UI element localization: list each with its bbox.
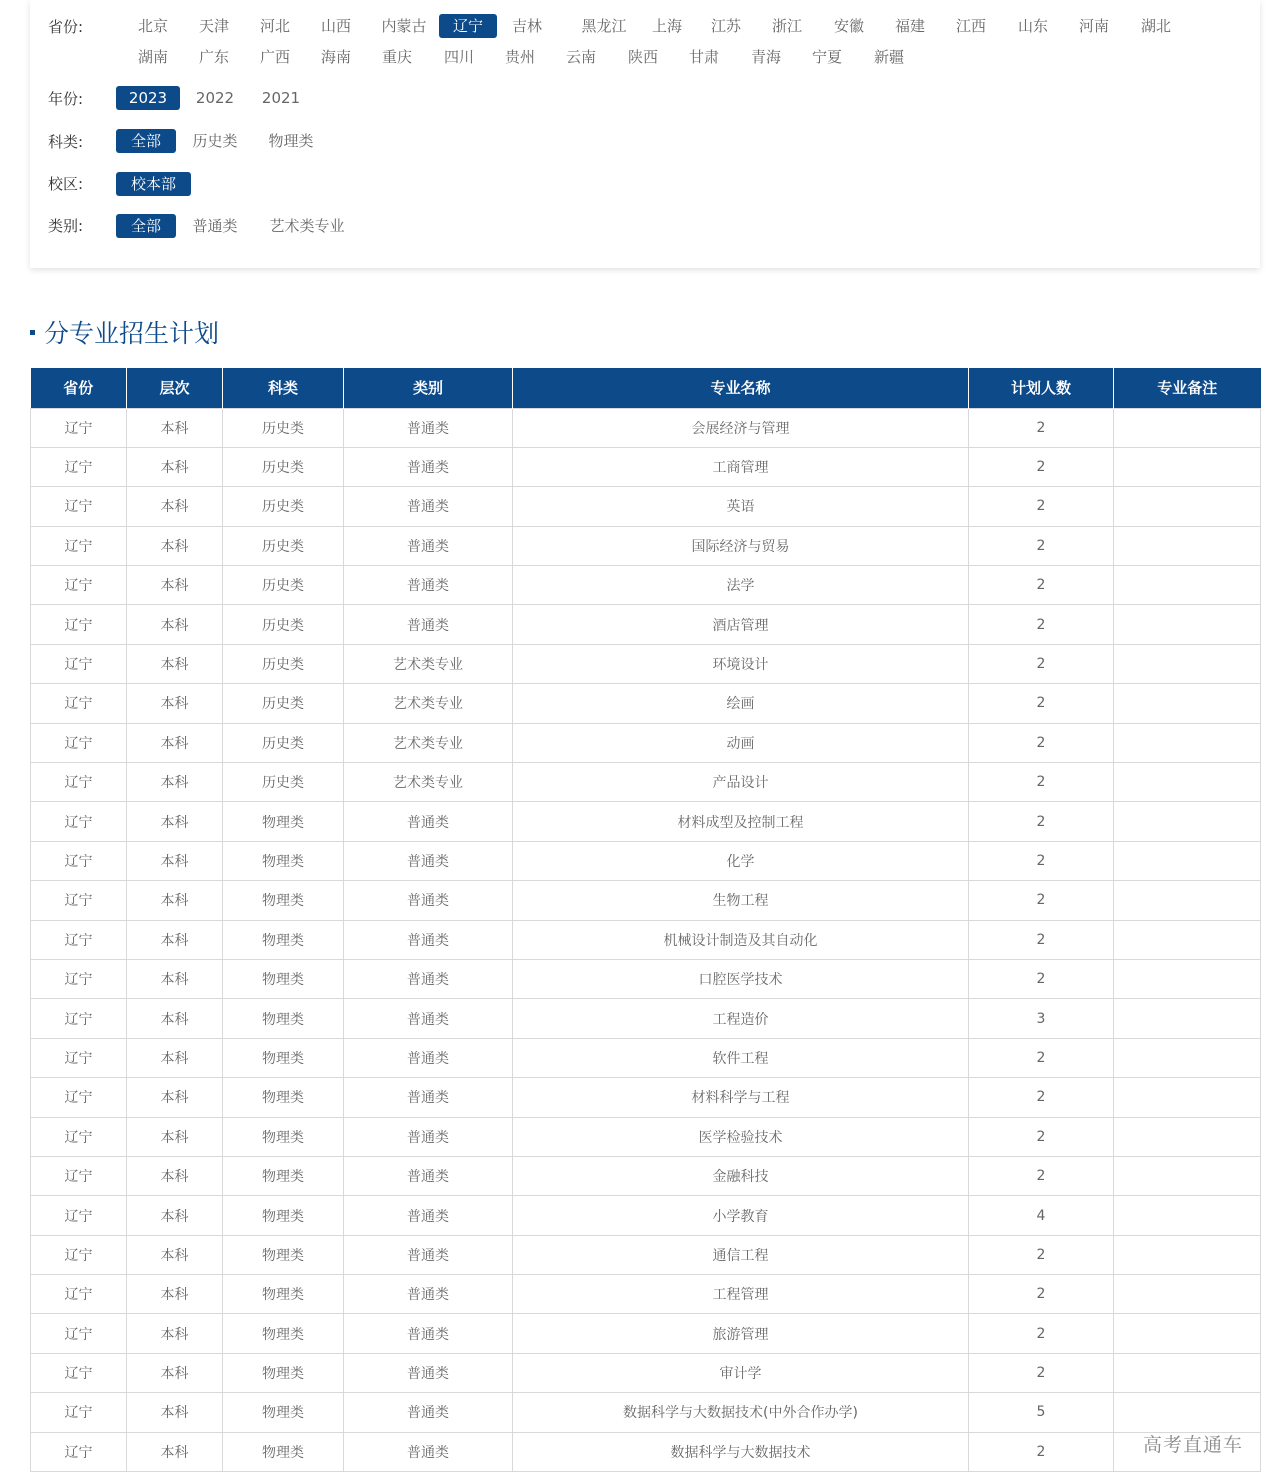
enrollment-plan-table xyxy=(30,368,1261,1472)
province-option[interactable]: 上海 xyxy=(651,17,682,35)
table-cell: 生物工程 xyxy=(513,881,969,920)
table-cell: 本科 xyxy=(127,1038,223,1077)
province-option[interactable]: 天津 xyxy=(198,17,229,35)
year-option[interactable]: 2022 xyxy=(195,89,235,107)
province-option[interactable]: 江苏 xyxy=(710,17,741,35)
table-cell: 通信工程 xyxy=(513,1235,969,1274)
table-cell: 历史类 xyxy=(223,566,344,605)
table-cell: 法学 xyxy=(513,566,969,605)
year-filter-label: 年份: xyxy=(48,90,84,108)
table-cell: 普通类 xyxy=(344,566,513,605)
table-cell: 辽宁 xyxy=(31,920,127,959)
subject-filter-label: 科类: xyxy=(48,133,84,151)
table-cell: 本科 xyxy=(127,1117,223,1156)
table-cell: 本科 xyxy=(127,802,223,841)
province-option[interactable]: 河北 xyxy=(259,17,290,35)
column-header: 计划人数 xyxy=(969,368,1114,408)
table-cell: 本科 xyxy=(127,605,223,644)
province-option[interactable]: 四川 xyxy=(443,48,474,66)
table-row xyxy=(31,1117,1261,1156)
table-cell: 本科 xyxy=(127,644,223,683)
table-cell: 普通类 xyxy=(344,1156,513,1195)
table-cell xyxy=(1114,447,1261,486)
category-filter-label: 类别: xyxy=(48,217,84,235)
table-cell: 机械设计制造及其自动化 xyxy=(513,920,969,959)
table-cell: 辽宁 xyxy=(31,1117,127,1156)
table-cell: 2 xyxy=(969,684,1114,723)
table-cell: 普通类 xyxy=(344,1393,513,1432)
table-cell xyxy=(1114,802,1261,841)
table-cell: 历史类 xyxy=(223,526,344,565)
province-option[interactable]: 新疆 xyxy=(873,48,904,66)
province-option[interactable]: 河南 xyxy=(1078,17,1109,35)
campus-option[interactable]: 校本部 xyxy=(116,172,191,196)
province-option[interactable]: 黑龙江 xyxy=(581,17,627,35)
table-row xyxy=(31,802,1261,841)
table-cell: 历史类 xyxy=(223,644,344,683)
filter-panel xyxy=(30,0,1260,268)
table-cell: 本科 xyxy=(127,881,223,920)
table-cell: 3 xyxy=(969,999,1114,1038)
table-body xyxy=(31,408,1261,1472)
province-option[interactable]: 宁夏 xyxy=(811,48,842,66)
table-cell: 普通类 xyxy=(344,999,513,1038)
table-row xyxy=(31,1275,1261,1314)
table-cell: 小学教育 xyxy=(513,1196,969,1235)
table-cell: 辽宁 xyxy=(31,1235,127,1274)
table-cell xyxy=(1114,487,1261,526)
table-cell xyxy=(1114,1156,1261,1195)
table-cell: 物理类 xyxy=(223,802,344,841)
column-header: 专业名称 xyxy=(513,368,969,408)
table-cell: 辽宁 xyxy=(31,1038,127,1077)
table-cell: 历史类 xyxy=(223,763,344,802)
table-cell: 历史类 xyxy=(223,408,344,447)
year-option[interactable]: 2023 xyxy=(116,86,180,110)
table-cell xyxy=(1114,1275,1261,1314)
province-option[interactable]: 重庆 xyxy=(381,48,412,66)
table-cell: 本科 xyxy=(127,487,223,526)
table-row xyxy=(31,920,1261,959)
column-header: 省份 xyxy=(31,368,127,408)
province-option[interactable]: 湖北 xyxy=(1140,17,1171,35)
table-cell: 本科 xyxy=(127,526,223,565)
table-cell: 辽宁 xyxy=(31,1314,127,1353)
province-option[interactable]: 山东 xyxy=(1017,17,1048,35)
table-cell: 辽宁 xyxy=(31,644,127,683)
table-cell: 普通类 xyxy=(344,920,513,959)
table-cell: 普通类 xyxy=(344,1117,513,1156)
table-cell: 2 xyxy=(969,723,1114,762)
table-cell: 普通类 xyxy=(344,1235,513,1274)
table-cell: 本科 xyxy=(127,1078,223,1117)
table-cell: 绘画 xyxy=(513,684,969,723)
table-cell: 医学检验技术 xyxy=(513,1117,969,1156)
table-cell xyxy=(1114,723,1261,762)
table-cell: 2 xyxy=(969,487,1114,526)
table-row xyxy=(31,1078,1261,1117)
table-cell xyxy=(1114,1038,1261,1077)
table-cell: 本科 xyxy=(127,1275,223,1314)
province-option[interactable]: 云南 xyxy=(565,48,596,66)
table-cell: 物理类 xyxy=(223,1353,344,1392)
column-header: 层次 xyxy=(127,368,223,408)
table-row xyxy=(31,566,1261,605)
table-cell: 动画 xyxy=(513,723,969,762)
table-cell: 普通类 xyxy=(344,1196,513,1235)
table-cell: 历史类 xyxy=(223,487,344,526)
table-row xyxy=(31,684,1261,723)
table-cell: 旅游管理 xyxy=(513,1314,969,1353)
table-cell: 辽宁 xyxy=(31,447,127,486)
table-cell: 2 xyxy=(969,1117,1114,1156)
table-row xyxy=(31,447,1261,486)
table-cell: 普通类 xyxy=(344,841,513,880)
table-cell: 2 xyxy=(969,526,1114,565)
table-row xyxy=(31,959,1261,998)
table-cell: 化学 xyxy=(513,841,969,880)
table-cell: 辽宁 xyxy=(31,1156,127,1195)
table-cell: 艺术类专业 xyxy=(344,644,513,683)
table-cell: 5 xyxy=(969,1393,1114,1432)
table-cell xyxy=(1114,959,1261,998)
category-option[interactable]: 普通类 xyxy=(192,217,238,235)
table-row xyxy=(31,526,1261,565)
table-cell xyxy=(1114,841,1261,880)
table-cell: 辽宁 xyxy=(31,802,127,841)
table-row xyxy=(31,999,1261,1038)
table-cell: 普通类 xyxy=(344,1275,513,1314)
table-cell: 酒店管理 xyxy=(513,605,969,644)
table-cell: 2 xyxy=(969,605,1114,644)
table-cell xyxy=(1114,566,1261,605)
table-cell: 2 xyxy=(969,1156,1114,1195)
table-cell: 2 xyxy=(969,447,1114,486)
table-cell xyxy=(1114,1314,1261,1353)
table-cell xyxy=(1114,1235,1261,1274)
table-cell: 物理类 xyxy=(223,999,344,1038)
table-cell: 2 xyxy=(969,841,1114,880)
table-cell: 艺术类专业 xyxy=(344,684,513,723)
table-cell: 物理类 xyxy=(223,1432,344,1471)
province-option[interactable]: 海南 xyxy=(320,48,351,66)
province-option[interactable]: 辽宁 xyxy=(439,14,497,38)
table-cell: 口腔医学技术 xyxy=(513,959,969,998)
table-cell: 辽宁 xyxy=(31,526,127,565)
province-option[interactable]: 内蒙古 xyxy=(381,17,427,35)
province-option[interactable]: 北京 xyxy=(137,17,168,35)
table-cell: 2 xyxy=(969,1038,1114,1077)
table-cell: 本科 xyxy=(127,841,223,880)
table-cell xyxy=(1114,605,1261,644)
column-header: 专业备注 xyxy=(1114,368,1261,408)
table-cell xyxy=(1114,1196,1261,1235)
table-cell: 软件工程 xyxy=(513,1038,969,1077)
table-cell: 产品设计 xyxy=(513,763,969,802)
table-cell: 辽宁 xyxy=(31,487,127,526)
subject-option[interactable]: 物理类 xyxy=(268,132,314,150)
province-option[interactable]: 福建 xyxy=(894,17,925,35)
table-row xyxy=(31,1156,1261,1195)
table-row xyxy=(31,763,1261,802)
table-cell: 本科 xyxy=(127,920,223,959)
column-header: 类别 xyxy=(344,368,513,408)
table-cell: 辽宁 xyxy=(31,566,127,605)
province-option[interactable]: 广东 xyxy=(198,48,229,66)
province-option[interactable]: 安徽 xyxy=(833,17,864,35)
table-cell: 本科 xyxy=(127,566,223,605)
table-cell: 本科 xyxy=(127,763,223,802)
table-cell: 普通类 xyxy=(344,487,513,526)
table-cell: 2 xyxy=(969,1235,1114,1274)
table-cell: 2 xyxy=(969,920,1114,959)
table-cell: 2 xyxy=(969,408,1114,447)
table-cell: 本科 xyxy=(127,1196,223,1235)
table-cell: 2 xyxy=(969,1275,1114,1314)
province-filter-label: 省份: xyxy=(48,18,84,36)
table-cell: 环境设计 xyxy=(513,644,969,683)
table-cell: 工程造价 xyxy=(513,999,969,1038)
table-cell: 审计学 xyxy=(513,1353,969,1392)
table-cell: 辽宁 xyxy=(31,723,127,762)
table-cell: 物理类 xyxy=(223,1196,344,1235)
table-cell: 辽宁 xyxy=(31,408,127,447)
table-cell xyxy=(1114,1353,1261,1392)
table-cell xyxy=(1114,763,1261,802)
table-cell: 数据科学与大数据技术(中外合作办学) xyxy=(513,1393,969,1432)
table-cell xyxy=(1114,1078,1261,1117)
table-cell: 4 xyxy=(969,1196,1114,1235)
table-cell: 历史类 xyxy=(223,605,344,644)
table-cell xyxy=(1114,1117,1261,1156)
table-cell: 普通类 xyxy=(344,1314,513,1353)
table-cell: 2 xyxy=(969,881,1114,920)
table-row xyxy=(31,605,1261,644)
table-row xyxy=(31,1038,1261,1077)
table-row xyxy=(31,841,1261,880)
province-option[interactable]: 江西 xyxy=(955,17,986,35)
table-cell: 历史类 xyxy=(223,723,344,762)
table-cell: 辽宁 xyxy=(31,999,127,1038)
table-cell: 本科 xyxy=(127,1156,223,1195)
table-cell: 普通类 xyxy=(344,959,513,998)
table-row xyxy=(31,1393,1261,1432)
subject-option[interactable]: 历史类 xyxy=(192,132,238,150)
table-cell: 会展经济与管理 xyxy=(513,408,969,447)
table-cell: 物理类 xyxy=(223,1393,344,1432)
table-cell: 辽宁 xyxy=(31,605,127,644)
table-row xyxy=(31,723,1261,762)
province-option[interactable]: 吉林 xyxy=(511,17,542,35)
province-option[interactable]: 湖南 xyxy=(137,48,168,66)
table-cell: 艺术类专业 xyxy=(344,723,513,762)
province-option[interactable]: 陕西 xyxy=(627,48,658,66)
table-cell: 物理类 xyxy=(223,1078,344,1117)
table-cell: 本科 xyxy=(127,999,223,1038)
category-option[interactable]: 全部 xyxy=(116,214,176,238)
table-cell: 辽宁 xyxy=(31,1393,127,1432)
table-cell: 国际经济与贸易 xyxy=(513,526,969,565)
table-cell: 材料成型及控制工程 xyxy=(513,802,969,841)
page-title: 分专业招生计划 xyxy=(44,319,220,348)
table-row xyxy=(31,487,1261,526)
table-cell xyxy=(1114,881,1261,920)
table-cell: 2 xyxy=(969,802,1114,841)
table-cell xyxy=(1114,999,1261,1038)
table-cell: 辽宁 xyxy=(31,1432,127,1471)
table-cell: 普通类 xyxy=(344,408,513,447)
section-heading xyxy=(30,312,219,352)
table-cell: 物理类 xyxy=(223,1314,344,1353)
table-cell: 本科 xyxy=(127,1393,223,1432)
province-option[interactable]: 青海 xyxy=(750,48,781,66)
table-cell: 辽宁 xyxy=(31,881,127,920)
table-cell: 辽宁 xyxy=(31,684,127,723)
table-cell: 本科 xyxy=(127,1353,223,1392)
table-cell: 本科 xyxy=(127,447,223,486)
table-cell: 本科 xyxy=(127,1235,223,1274)
table-cell xyxy=(1114,644,1261,683)
table-row xyxy=(31,408,1261,447)
table-cell: 物理类 xyxy=(223,841,344,880)
table-cell: 辽宁 xyxy=(31,763,127,802)
table-cell: 工程管理 xyxy=(513,1275,969,1314)
table-cell: 2 xyxy=(969,644,1114,683)
column-header: 科类 xyxy=(223,368,344,408)
table-cell: 物理类 xyxy=(223,881,344,920)
table-cell: 2 xyxy=(969,566,1114,605)
table-cell: 金融科技 xyxy=(513,1156,969,1195)
province-option[interactable]: 山西 xyxy=(320,17,351,35)
table-cell: 普通类 xyxy=(344,1078,513,1117)
watermark: 高考直通车 xyxy=(1143,1434,1244,1456)
table-cell: 本科 xyxy=(127,1314,223,1353)
table-cell: 历史类 xyxy=(223,447,344,486)
table-cell: 英语 xyxy=(513,487,969,526)
table-row xyxy=(31,1353,1261,1392)
title-bullet xyxy=(30,330,35,335)
table-cell: 本科 xyxy=(127,408,223,447)
table-cell: 本科 xyxy=(127,959,223,998)
table-cell: 本科 xyxy=(127,723,223,762)
table-cell: 物理类 xyxy=(223,1038,344,1077)
table-cell: 工商管理 xyxy=(513,447,969,486)
table-cell: 普通类 xyxy=(344,1432,513,1471)
table-cell: 普通类 xyxy=(344,1353,513,1392)
table-cell: 普通类 xyxy=(344,1038,513,1077)
table-cell: 物理类 xyxy=(223,959,344,998)
table-row xyxy=(31,1235,1261,1274)
table-row xyxy=(31,1196,1261,1235)
table-cell: 2 xyxy=(969,763,1114,802)
table-cell: 材料科学与工程 xyxy=(513,1078,969,1117)
table-cell: 2 xyxy=(969,1353,1114,1392)
table-cell xyxy=(1114,920,1261,959)
province-option[interactable]: 广西 xyxy=(259,48,290,66)
table-cell: 2 xyxy=(969,959,1114,998)
table-cell: 物理类 xyxy=(223,1156,344,1195)
table-cell: 2 xyxy=(969,1314,1114,1353)
table-row xyxy=(31,1314,1261,1353)
table-cell xyxy=(1114,684,1261,723)
table-cell xyxy=(1114,526,1261,565)
table-row xyxy=(31,644,1261,683)
table-cell: 辽宁 xyxy=(31,1196,127,1235)
table-row xyxy=(31,1432,1261,1471)
table-cell: 普通类 xyxy=(344,605,513,644)
table-cell: 普通类 xyxy=(344,447,513,486)
category-option[interactable]: 艺术类专业 xyxy=(269,217,345,235)
campus-filter-label: 校区: xyxy=(48,175,84,193)
table-cell: 历史类 xyxy=(223,684,344,723)
table-cell: 本科 xyxy=(127,1432,223,1471)
table-cell: 物理类 xyxy=(223,1235,344,1274)
subject-option[interactable]: 全部 xyxy=(116,129,176,153)
table-cell: 本科 xyxy=(127,684,223,723)
table-cell: 辽宁 xyxy=(31,959,127,998)
table-cell: 辽宁 xyxy=(31,1275,127,1314)
table-cell: 辽宁 xyxy=(31,1353,127,1392)
table-cell xyxy=(1114,408,1261,447)
table-header-row xyxy=(31,368,1261,408)
table-cell: 2 xyxy=(969,1432,1114,1471)
table-cell: 普通类 xyxy=(344,802,513,841)
table-cell: 辽宁 xyxy=(31,841,127,880)
province-option[interactable]: 甘肃 xyxy=(688,48,719,66)
table-cell: 艺术类专业 xyxy=(344,763,513,802)
table-cell: 普通类 xyxy=(344,881,513,920)
year-option[interactable]: 2021 xyxy=(261,89,301,107)
table-cell: 数据科学与大数据技术 xyxy=(513,1432,969,1471)
table-cell xyxy=(1114,1393,1261,1432)
table-cell: 物理类 xyxy=(223,920,344,959)
province-option[interactable]: 浙江 xyxy=(771,17,802,35)
table-cell: 2 xyxy=(969,1078,1114,1117)
table-cell: 物理类 xyxy=(223,1117,344,1156)
table-cell: 辽宁 xyxy=(31,1078,127,1117)
table-cell: 普通类 xyxy=(344,526,513,565)
province-option[interactable]: 贵州 xyxy=(504,48,535,66)
table-row xyxy=(31,881,1261,920)
table-cell: 物理类 xyxy=(223,1275,344,1314)
